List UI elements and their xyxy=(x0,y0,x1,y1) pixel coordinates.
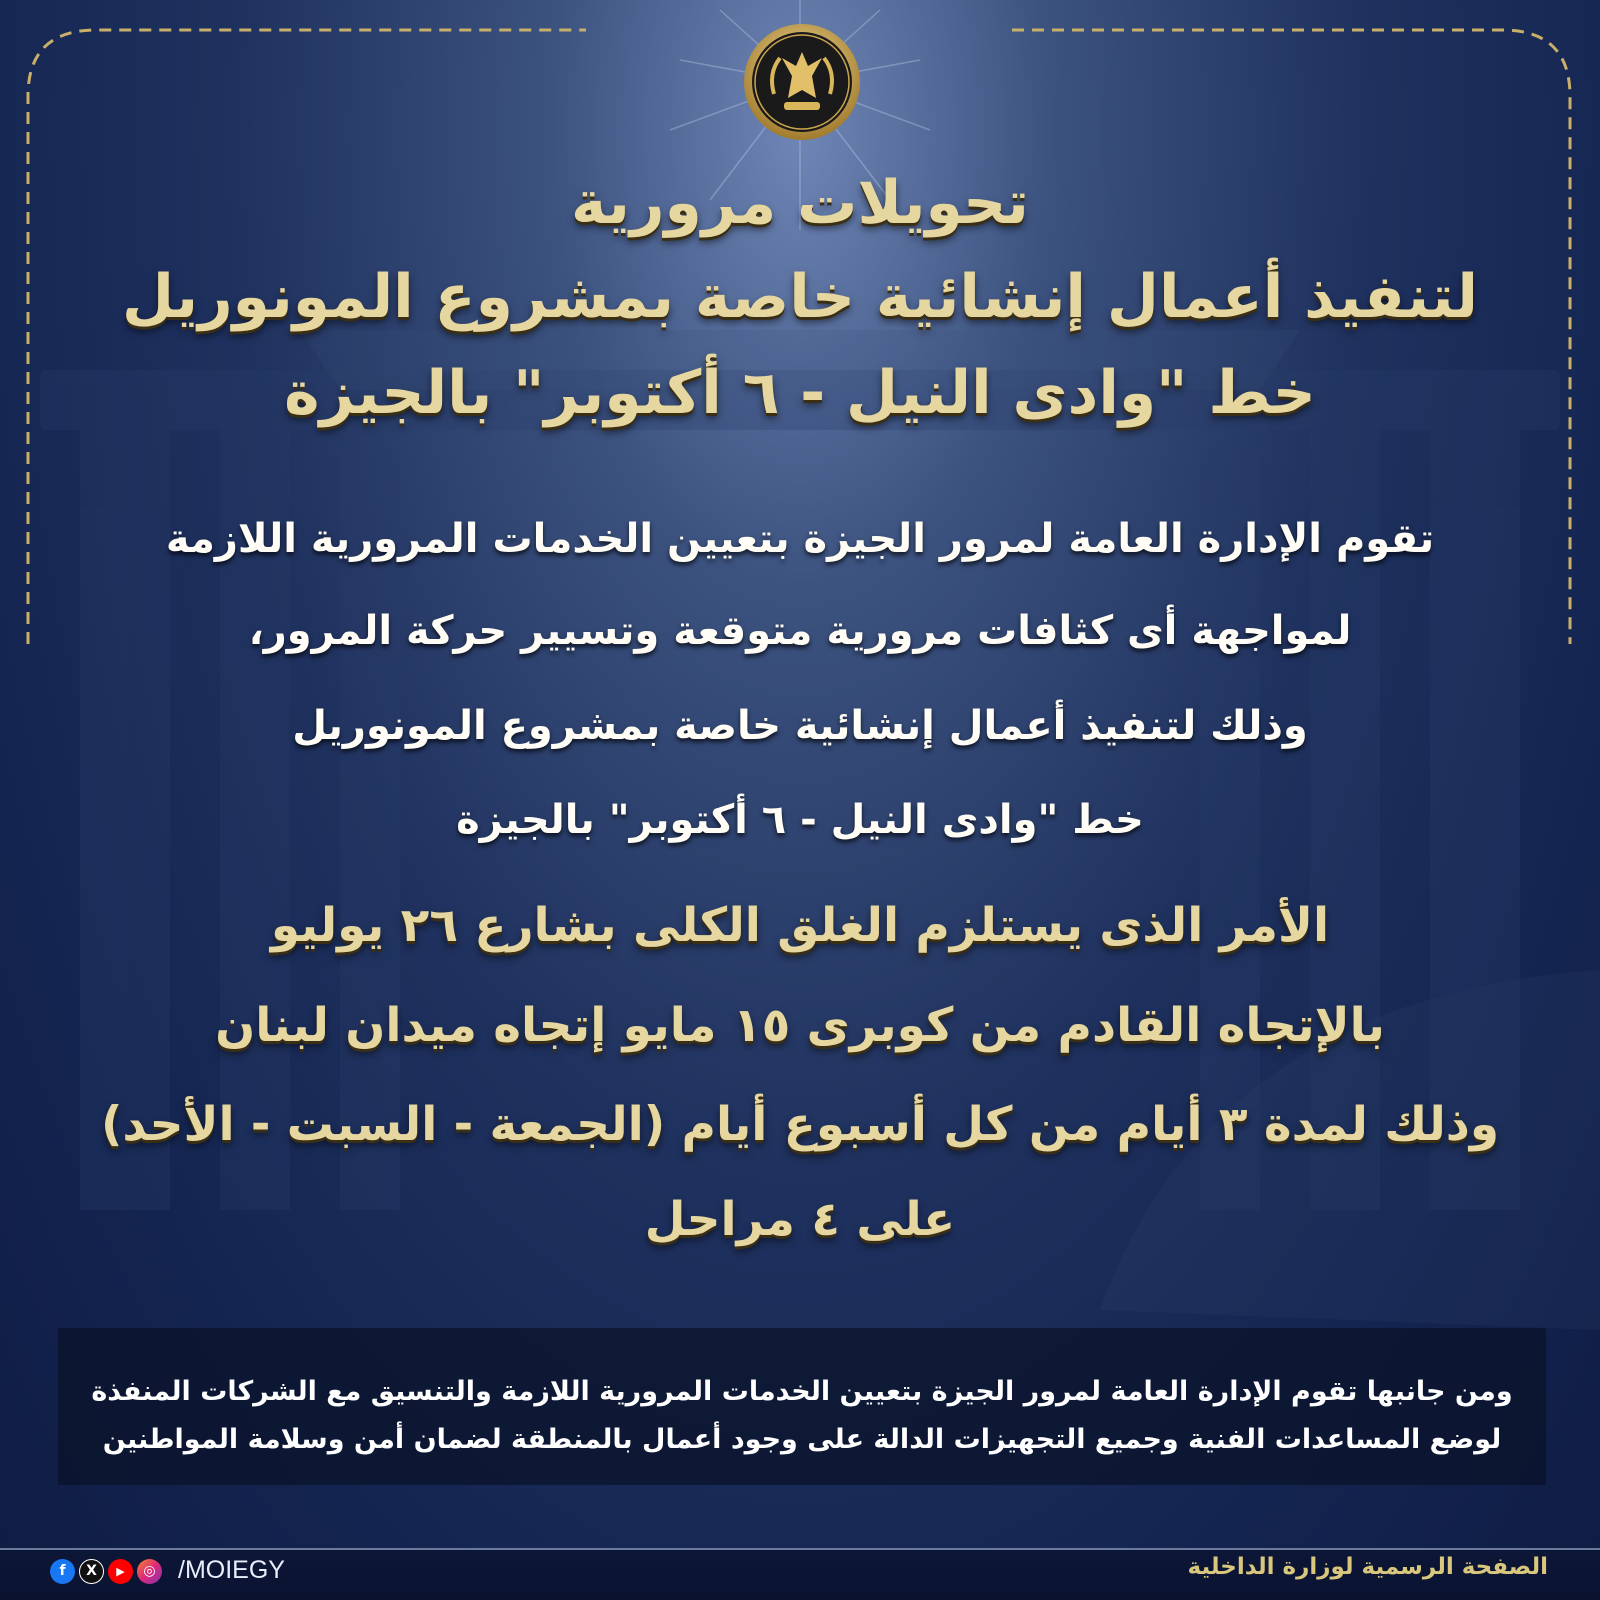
closure-line-2: بالإتجاه القادم من كوبرى ١٥ مايو إتجاه ميدان لبنان xyxy=(215,998,1385,1053)
official-page-label: الصفحة الرسمية لوزارة الداخلية xyxy=(1187,1554,1548,1580)
x-icon[interactable]: X xyxy=(79,1559,104,1584)
footer-note-box xyxy=(58,1328,1546,1485)
instagram-icon[interactable]: ◎ xyxy=(137,1559,162,1584)
headline-line-1: تحويلات مرورية xyxy=(571,168,1029,238)
body-line-2: لمواجهة أى كثافات مرورية متوقعة وتسيير حركة المرور، xyxy=(248,608,1352,654)
social-handle[interactable]: /MOIEGY xyxy=(178,1556,285,1584)
headline-line-2: لتنفيذ أعمال إنشائية خاصة بمشروع المونوريل xyxy=(121,262,1478,332)
ministry-emblem-icon xyxy=(742,22,862,142)
body-line-1: تقوم الإدارة العامة لمرور الجيزة بتعيين الخدمات المرورية اللازمة xyxy=(165,516,1435,562)
facebook-icon[interactable]: f xyxy=(50,1559,75,1584)
headline-line-3: خط "وادى النيل - ٦ أكتوبر" بالجيزة xyxy=(284,358,1316,428)
body-line-3: وذلك لتنفيذ أعمال إنشائية خاصة بمشروع المونوريل xyxy=(292,703,1308,749)
closure-line-1: الأمر الذى يستلزم الغلق الكلى بشارع ٢٦ يوليو xyxy=(270,898,1330,953)
body-line-4: خط "وادى النيل - ٦ أكتوبر" بالجيزة xyxy=(456,797,1144,843)
youtube-icon[interactable]: ▶ xyxy=(108,1559,133,1584)
footer-note-line-2: لوضع المساعدات الفنية وجميع التجهيزات الدالة على وجود أعمال بالمنطقة لضمان أمن وسلامة المواطنين xyxy=(102,1424,1502,1455)
closure-line-3: وذلك لمدة ٣ أيام من كل أسبوع أيام (الجمعة - السبت - الأحد) xyxy=(100,1097,1500,1152)
footer-note-line-1: ومن جانبها تقوم الإدارة العامة لمرور الجيزة بتعيين الخدمات المرورية اللازمة والتنسيق مع الشركات المنفذة xyxy=(91,1376,1513,1407)
closure-line-4: على ٤ مراحل xyxy=(644,1192,956,1247)
